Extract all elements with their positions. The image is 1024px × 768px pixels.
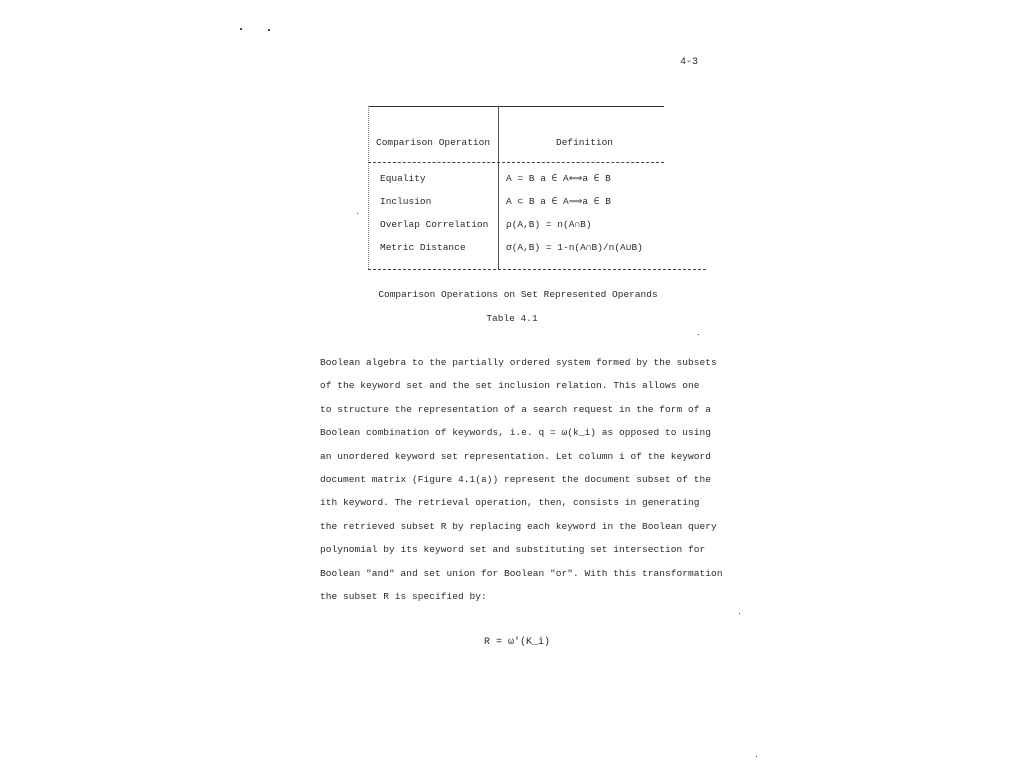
table-caption-title: Comparison Operations on Set Represented Operands [378,289,658,300]
table-row-operation: Inclusion [380,196,432,207]
table-left-rule [368,106,369,269]
scan-speck [756,756,757,757]
table-row-definition: σ(A,B) = 1-n(A∩B)/n(A∪B) [506,242,643,253]
body-line: Boolean "and" and set union for Boolean "or". With this transformation [320,567,723,579]
table-header-rule [368,162,664,163]
body-line: to structure the representation of a search request in the form of a [320,403,712,415]
body-line: Boolean algebra to the partially ordered system formed by the subsets [320,357,717,368]
page-number: 4-3 [680,57,699,68]
body-line: the retrieved subset R by replacing each keyword in the Boolean query [320,520,717,532]
table-row-operation: Equality [380,173,426,184]
table-top-rule [368,106,664,107]
table-row-operation: Overlap Correlation [380,219,489,230]
body-paragraph [320,357,723,614]
scan-speck [240,28,242,30]
body-line: polynomial by its keyword set and substituting set intersection for [320,544,706,556]
table-row-operation: Metric Distance [380,242,466,253]
table-header-definition: Definition [556,137,614,148]
scan-speck [698,334,699,335]
body-line: of the keyword set and the set inclusion relation. This allows one [320,380,700,392]
table-caption-label: Table 4.1 [486,313,538,324]
table-header-operation: Comparison Operation [376,137,491,148]
scan-speck [739,613,740,614]
table-row-definition: A = B a ∈ A⟺a ∈ B [506,173,611,184]
body-line: Boolean combination of keywords, i.e. q = ω(k_i) as opposed to using [320,427,712,439]
body-line: an unordered keyword set representation. Let column i of the keyword [320,450,712,462]
table-column-divider [498,106,499,269]
table-bottom-rule [368,269,706,270]
table-row-definition: ρ(A,B) = n(A∩B) [506,219,592,230]
retrieval-equation: R = ω'(K_i) [484,637,551,648]
body-line: ith keyword. The retrieval operation, then, consists in generating [320,497,700,509]
scan-speck [357,213,358,214]
table-row-definition: A ⊂ B a ∈ A⟹a ∈ B [506,196,611,207]
scan-speck [268,29,270,31]
body-line: document matrix (Figure 4.1(a)) represent the document subset of the [320,473,712,485]
body-line: the subset R is specified by: [320,590,487,602]
